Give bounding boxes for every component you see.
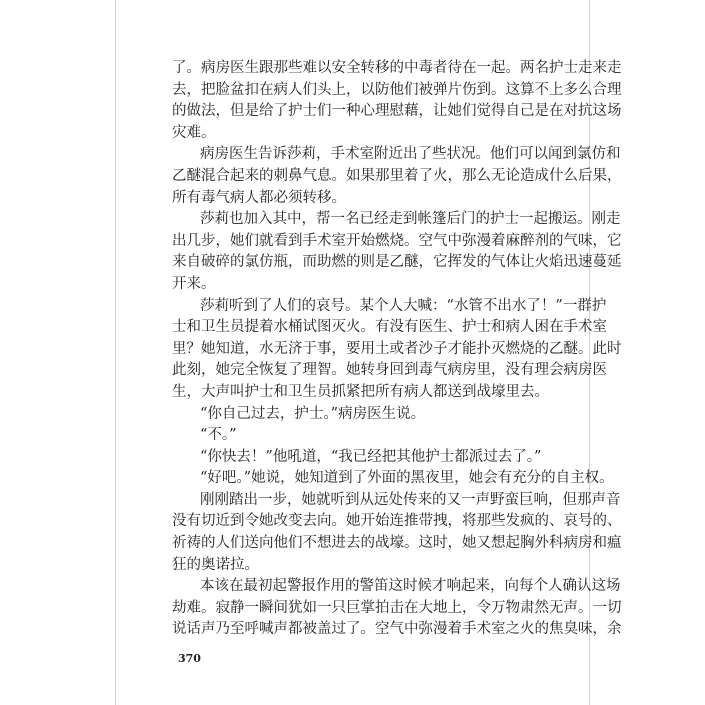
text-line: 病房医生告诉莎莉，手术室附近出了些状况。他们可以闻到氯仿和 (200, 146, 621, 163)
text-line: 此刻，她完全恢复了理智。她转身回到毒气病房里，没有理会病房医 (172, 362, 607, 379)
text-line: 劫难。寂静一瞬间犹如一只巨掌拍击在大地上，令万物肃然无声。一切 (172, 599, 622, 616)
text-line: 刚刚踏出一步，她就听到从远处传来的又一声野蛮巨响，但那声音 (200, 491, 621, 508)
text-line: 里？她知道，水无济于事，要用土或者沙子才能扑灭燃烧的乙醚。此时 (172, 340, 622, 357)
text-line: 灾难。 (172, 124, 216, 141)
text-line: “不。” (200, 427, 237, 444)
text-line: 去，把脸盆扣在病人们头上，以防他们被弹片伤到。这算不上多么合理 (172, 81, 622, 98)
text-line: 没有切近到令她改变去向。她开始连推带拽，将那些发疯的、哀号的、 (172, 513, 622, 530)
text-line: 狂的奥诺拉。 (172, 556, 259, 573)
text-line: 士和卫生员提着水桶试图灭火。有没有医生、护士和病人困在手术室 (172, 319, 607, 336)
body-text (172, 58, 622, 641)
text-line: 乙醚混合起来的刺鼻气息。如果那里着了火，那么无论造成什么后果， (172, 167, 622, 184)
page-number: 370 (178, 652, 201, 665)
text-line: 了。病房医生跟那些难以安全转移的中毒者待在一起。两名护士走来走 (172, 60, 622, 76)
text-line: 莎莉也加入其中，帮一名已经走到帐篷后门的护士一起搬运。刚走 (200, 211, 621, 228)
text-line: 出几步，她们就看到手术室开始燃烧。空气中弥漫着麻醉剂的气味，它 (172, 232, 622, 249)
text-line: 本该在最初起警报作用的警笛这时候才响起来，向每个人确认这场 (200, 578, 621, 595)
text-line: “好吧。”她说，她知道到了外面的黑夜里，她会有充分的自主权。 (200, 470, 614, 487)
text-line: 的做法，但是给了护士们一种心理慰藉，让她们觉得自己是在对抗这场 (172, 103, 622, 120)
text-line: 莎莉听到了人们的哀号。某个人大喊：“水管不出水了！”一群护 (200, 297, 607, 314)
text-line: 祈祷的人们送向他们不想进去的战壕。这时，她又想起胸外科病房和瘟 (172, 535, 622, 552)
text-line: 生，大声叫护士和卫生员抓紧把所有病人都送到战壕里去。 (172, 383, 549, 400)
text-line: 说话声乃至呼喊声都被盖过了。空气中弥漫着手术室之火的焦臭味，余 (172, 621, 622, 638)
text-line: “你快去！”他吼道，“我已经把其他护士都派过去了。” (200, 448, 542, 465)
text-line: 来自破碎的氯仿瓶，而助燃的则是乙醚，它挥发的气体让火焰迅速蔓延 (172, 254, 622, 271)
text-line: 所有毒气病人都必须转移。 (172, 189, 346, 206)
text-line: “你自己过去，护士。”病房医生说。 (200, 405, 426, 422)
text-line: 开来。 (172, 275, 216, 292)
